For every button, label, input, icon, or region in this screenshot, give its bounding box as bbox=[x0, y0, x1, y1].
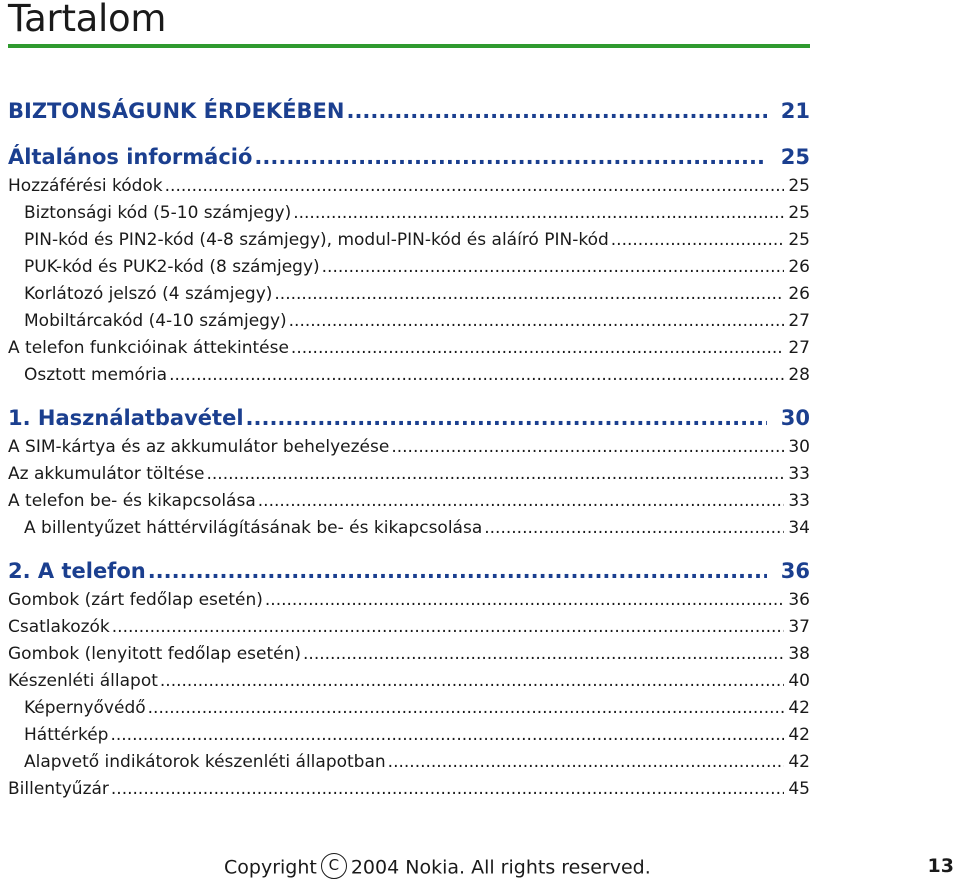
toc-entry-label: 2. A telefon bbox=[8, 559, 146, 583]
dot-leader bbox=[265, 589, 784, 611]
toc-entry[interactable] bbox=[8, 360, 810, 386]
toc-entry-label: Képernyővédő bbox=[24, 698, 146, 718]
toc-entry-page: 42 bbox=[788, 725, 810, 745]
toc-entry[interactable] bbox=[8, 225, 810, 251]
toc-entry-label: A telefon be- és kikapcsolása bbox=[8, 491, 256, 511]
toc-entry-page: 27 bbox=[788, 311, 810, 331]
toc-entry[interactable] bbox=[8, 666, 810, 692]
toc-entry-label: A billentyűzet háttérvilágításának be- és kikapcsolása bbox=[24, 518, 483, 538]
toc-entry-page: 42 bbox=[788, 752, 810, 772]
dot-leader bbox=[206, 463, 784, 485]
toc-entry-label: Osztott memória bbox=[24, 365, 168, 385]
toc-entry-page: 34 bbox=[788, 518, 810, 538]
toc-entry-page: 25 bbox=[788, 176, 810, 196]
dot-leader bbox=[169, 364, 784, 386]
toc-entry-label: Biztonsági kód (5-10 számjegy) bbox=[24, 203, 292, 223]
toc-entry[interactable] bbox=[8, 747, 810, 773]
title-divider bbox=[8, 44, 810, 48]
dot-leader bbox=[148, 697, 784, 719]
toc-entry-page: 25 bbox=[780, 145, 810, 169]
dot-leader bbox=[246, 405, 767, 431]
copyright-icon: C bbox=[321, 853, 347, 879]
toc-entry-label: PIN-kód és PIN2-kód (4-8 számjegy), modul-PIN-kód és aláíró PIN-kód bbox=[24, 230, 609, 250]
toc-entry-label: Gombok (lenyitott fedőlap esetén) bbox=[8, 644, 302, 664]
toc-entry[interactable] bbox=[8, 401, 810, 431]
toc-entry-label: Az akkumulátor töltése bbox=[8, 464, 205, 484]
toc-entry-page: 36 bbox=[780, 559, 810, 583]
toc-entry[interactable] bbox=[8, 432, 810, 458]
footer-copyright bbox=[224, 853, 651, 883]
dot-leader bbox=[165, 175, 784, 197]
toc-entry-label: 1. Használatbavétel bbox=[8, 406, 244, 430]
toc-entry[interactable] bbox=[8, 720, 810, 746]
toc-entry[interactable] bbox=[8, 554, 810, 584]
toc-entry[interactable] bbox=[8, 306, 810, 332]
page-number: 13 bbox=[927, 855, 954, 877]
toc-entry-label: Korlátozó jelszó (4 számjegy) bbox=[24, 284, 273, 304]
toc-entry[interactable] bbox=[8, 486, 810, 512]
dot-leader bbox=[274, 283, 784, 305]
toc-entry[interactable] bbox=[8, 774, 810, 800]
toc-entry-label: Általános információ bbox=[8, 145, 253, 169]
dot-leader bbox=[112, 616, 784, 638]
toc-entry[interactable] bbox=[8, 612, 810, 638]
toc-entry-label: Alapvető indikátorok készenléti állapotban bbox=[24, 752, 386, 772]
dot-leader bbox=[254, 144, 766, 170]
dot-leader bbox=[303, 643, 784, 665]
toc-entry[interactable] bbox=[8, 279, 810, 305]
toc-entry-page: 25 bbox=[788, 230, 810, 250]
toc-entry[interactable] bbox=[8, 459, 810, 485]
toc-entry-label: Készenléti állapot bbox=[8, 671, 158, 691]
toc-entry-label: Mobiltárcakód (4-10 számjegy) bbox=[24, 311, 287, 331]
dot-leader bbox=[110, 724, 784, 746]
dot-leader bbox=[160, 670, 784, 692]
toc-entry-page: 40 bbox=[788, 671, 810, 691]
toc-entry-page: 42 bbox=[788, 698, 810, 718]
copyright-year-text: 2004 Nokia. All rights reserved. bbox=[350, 856, 651, 879]
toc-entry[interactable] bbox=[8, 198, 810, 224]
dot-leader bbox=[388, 751, 784, 773]
toc-entry-label: Csatlakozók bbox=[8, 617, 110, 637]
toc-entry-page: 30 bbox=[780, 406, 810, 430]
dot-leader bbox=[391, 436, 784, 458]
toc-entry-label: Háttérkép bbox=[24, 725, 109, 745]
toc-entry[interactable] bbox=[8, 171, 810, 197]
toc-entry[interactable] bbox=[8, 333, 810, 359]
toc-entry-page: 21 bbox=[780, 99, 810, 123]
toc-entry-page: 36 bbox=[788, 590, 810, 610]
dot-leader bbox=[111, 778, 784, 800]
toc-entry-label: A SIM-kártya és az akkumulátor behelyezése bbox=[8, 437, 390, 457]
toc-entry-page: 28 bbox=[788, 365, 810, 385]
dot-leader bbox=[611, 229, 784, 251]
page-title: Tartalom bbox=[8, 0, 167, 40]
toc-entry-label: A telefon funkcióinak áttekintése bbox=[8, 338, 289, 358]
toc-entry-page: 25 bbox=[788, 203, 810, 223]
toc-entry-label: Gombok (zárt fedőlap esetén) bbox=[8, 590, 263, 610]
dot-leader bbox=[258, 490, 784, 512]
toc-entry[interactable] bbox=[8, 639, 810, 665]
toc-entry-page: 33 bbox=[788, 491, 810, 511]
toc-entry[interactable] bbox=[8, 252, 810, 278]
dot-leader bbox=[484, 517, 784, 539]
dot-leader bbox=[289, 310, 784, 332]
toc-entry-page: 26 bbox=[788, 257, 810, 277]
dot-leader bbox=[322, 256, 784, 278]
toc-entry[interactable] bbox=[8, 693, 810, 719]
toc-entry[interactable] bbox=[8, 585, 810, 611]
dot-leader bbox=[346, 98, 766, 124]
dot-leader bbox=[291, 337, 784, 359]
toc-entry-label: PUK-kód és PUK2-kód (8 számjegy) bbox=[24, 257, 320, 277]
toc-entry-page: 45 bbox=[788, 779, 810, 799]
toc-entry-page: 30 bbox=[788, 437, 810, 457]
toc-entry-page: 26 bbox=[788, 284, 810, 304]
toc-entry-label: Billentyűzár bbox=[8, 779, 109, 799]
toc-entry-label: BIZTONSÁGUNK ÉRDEKÉBEN bbox=[8, 99, 345, 123]
dot-leader bbox=[148, 558, 767, 584]
toc-entry[interactable] bbox=[8, 513, 810, 539]
toc-entry-page: 33 bbox=[788, 464, 810, 484]
toc-entry[interactable] bbox=[8, 140, 810, 170]
copyright-text: Copyright bbox=[224, 856, 317, 879]
toc-entry-page: 38 bbox=[788, 644, 810, 664]
toc-entry-label: Hozzáférési kódok bbox=[8, 176, 163, 196]
toc-entry-page: 37 bbox=[788, 617, 810, 637]
dot-leader bbox=[293, 202, 784, 224]
toc-entry[interactable] bbox=[8, 94, 810, 124]
toc-entry-page: 27 bbox=[788, 338, 810, 358]
